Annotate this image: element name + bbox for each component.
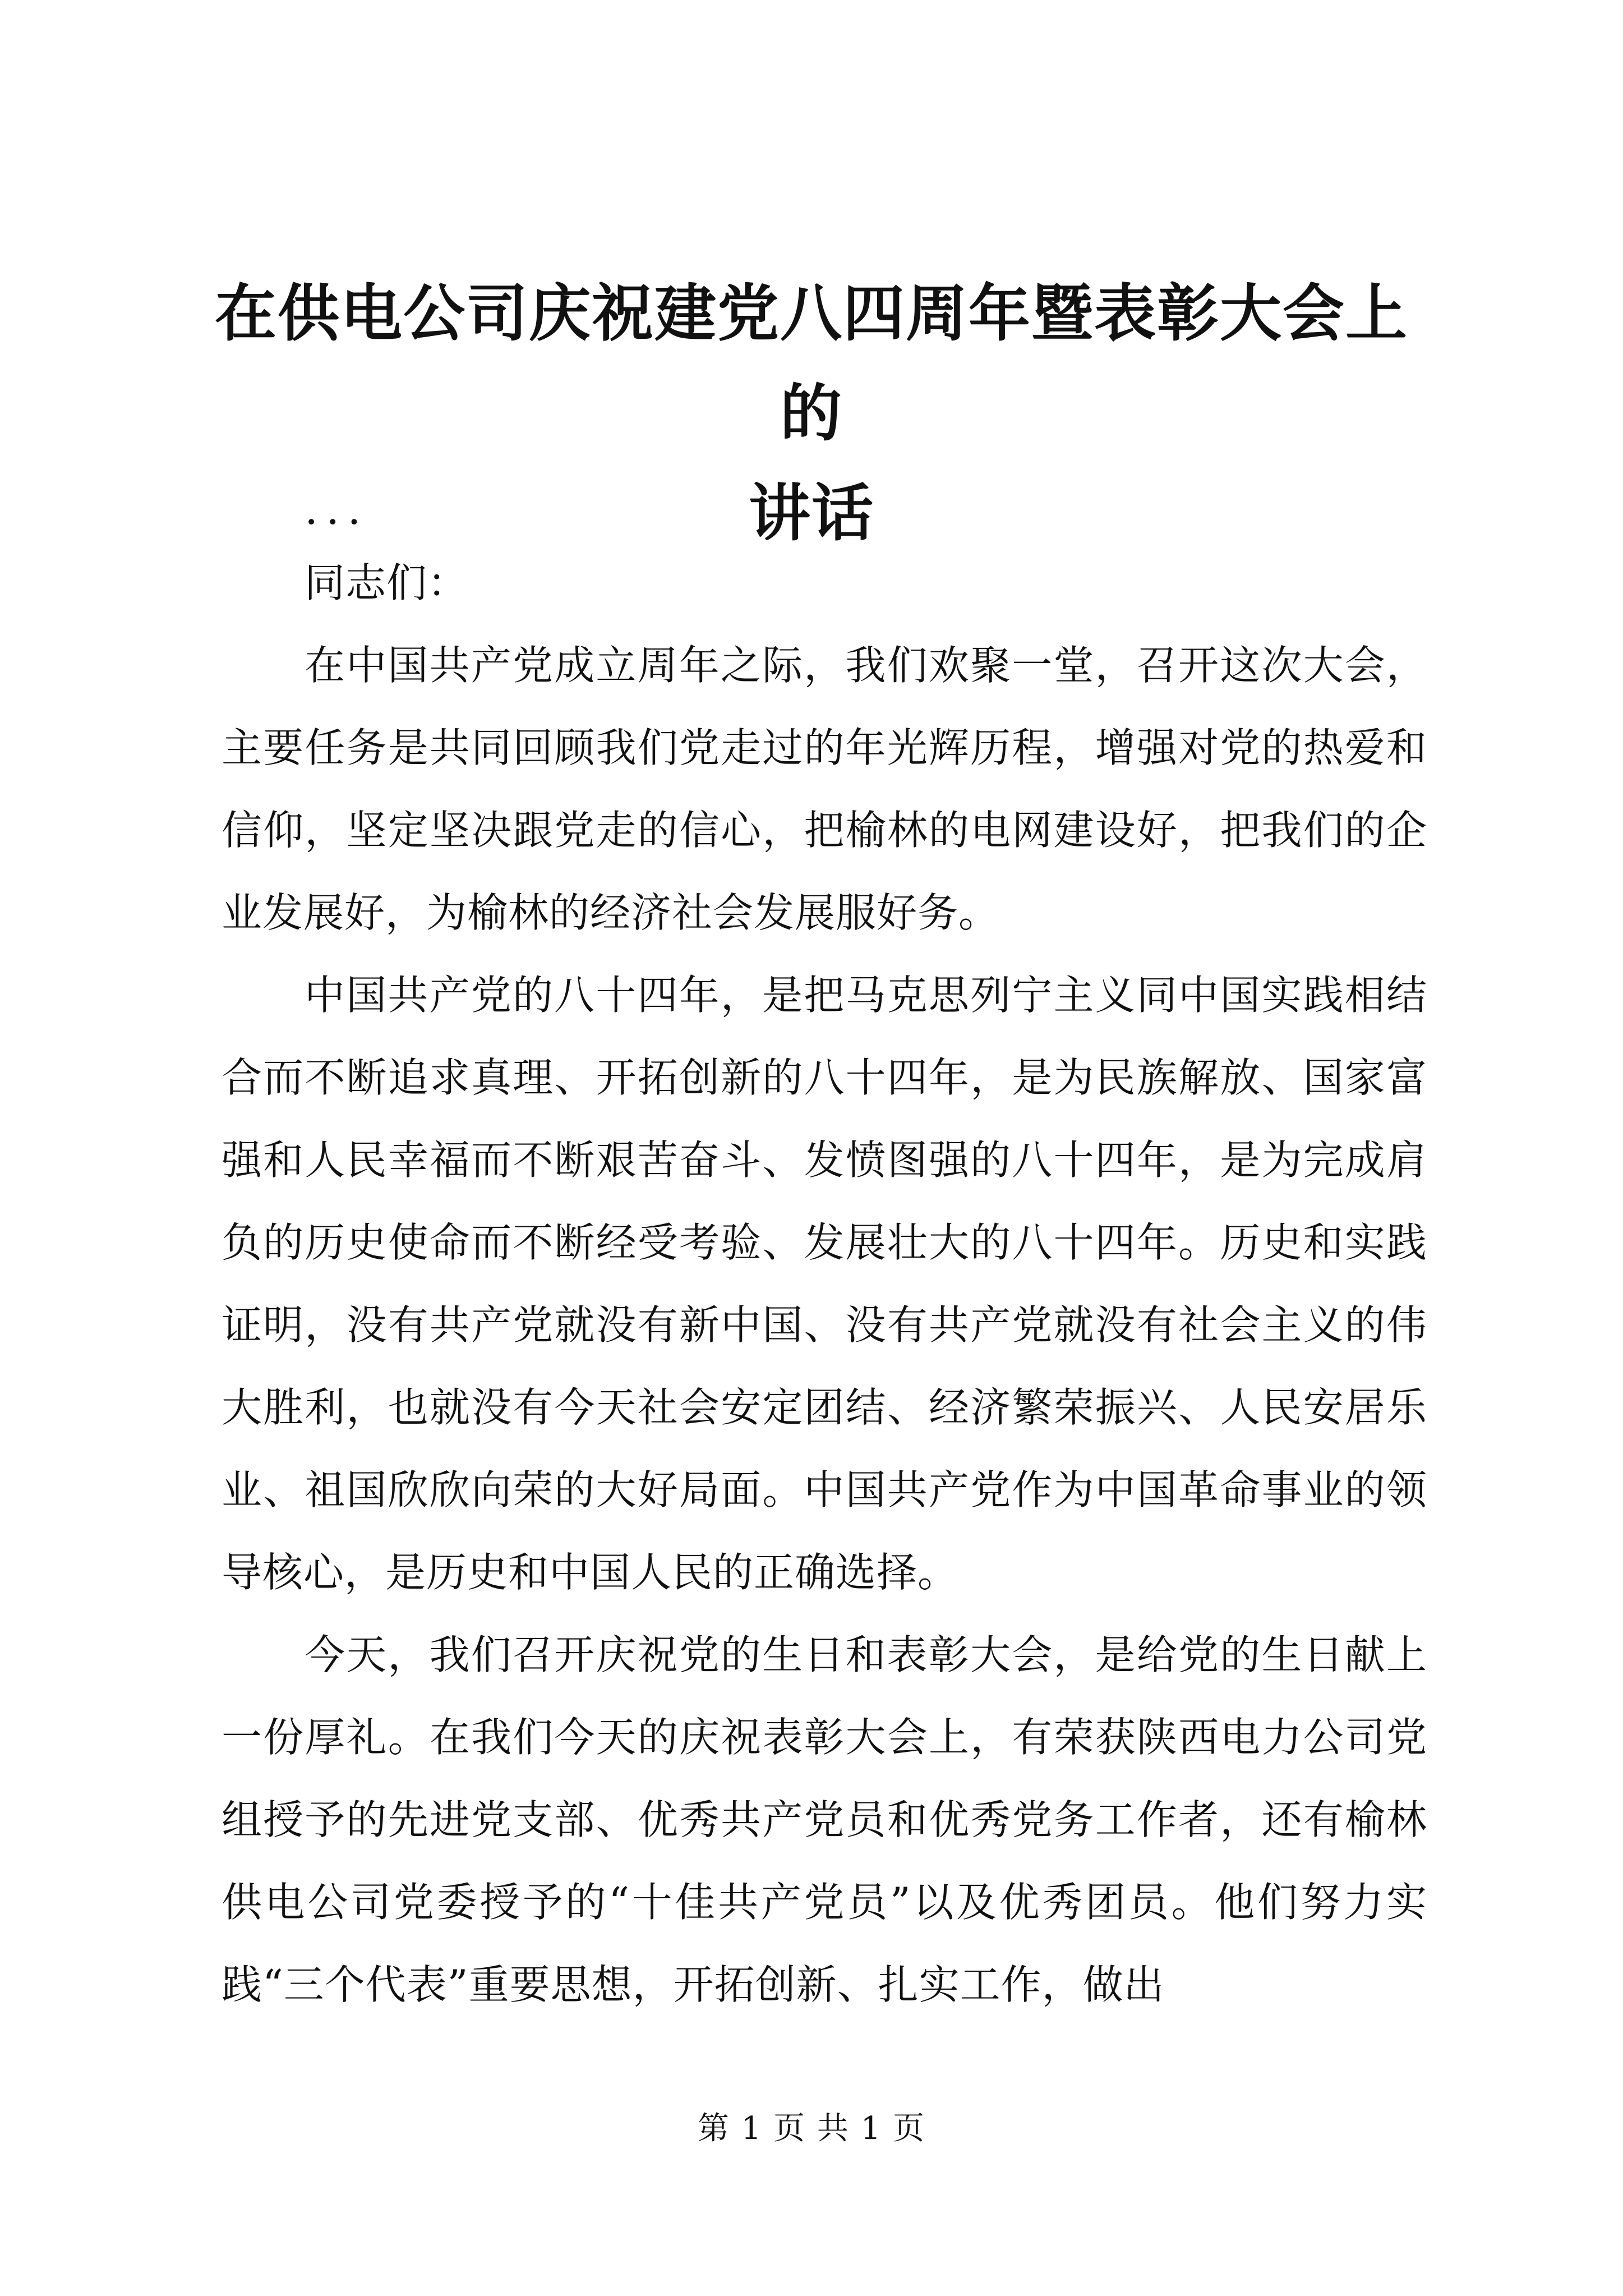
- paragraph-2: 中国共产党的八十四年，是把马克思列宁主义同中国实践相结合而不断追求真理、开拓创新的八十四年，是为民族解放、国家富强和人民幸福而不断艰苦奋斗、发愤图强的八十四年，是为完成肩负的历史使命而不断经受考验、发展壮大的八十四年。历史和实践证明，没有共产党就没有新中国、没有共产党就没有社会主义的伟大胜利，也就没有今天社会安定团结、经济繁荣振兴、人民安居乐业、祖国欣欣向荣的大好局面。中国共产党作为中国革命事业的领导核心，是历史和中国人民的正确选择。: [222, 972, 1427, 1596]
- document-body: [222, 482, 1427, 2026]
- paragraph-3: 今天，我们召开庆祝党的生日和表彰大会，是给党的生日献上一份厚礼。在我们今天的庆祝表彰大会上，有荣获陕西电力公司党组授予的先进党支部、优秀共产党员和优秀党务工作者，还有榆林供电公司党委授予的“十佳共产党员”以及优秀团员。他们努力实践“三个代表”重要思想，开拓创新、扎实工作，做出: [222, 1631, 1427, 2008]
- title-line-2: 讲话: [749, 477, 874, 549]
- paragraph-1: 在中国共产党成立周年之际，我们欢聚一堂，召开这次大会，主要任务是共同回顾我们党走过的年光辉历程，增强对党的热爱和信仰，坚定坚决跟党走的信心，把榆林的电网建设好，把我们的企业发展好，为榆林的经济社会发展服好务。: [222, 642, 1427, 936]
- salutation: 同志们：: [305, 559, 469, 606]
- title-line-1: 在供电公司庆祝建党八四周年暨表彰大会上的: [215, 277, 1408, 449]
- ellipsis-marker: ...: [305, 484, 369, 534]
- page-footer: 第 1 页 共 1 页: [697, 2110, 926, 2147]
